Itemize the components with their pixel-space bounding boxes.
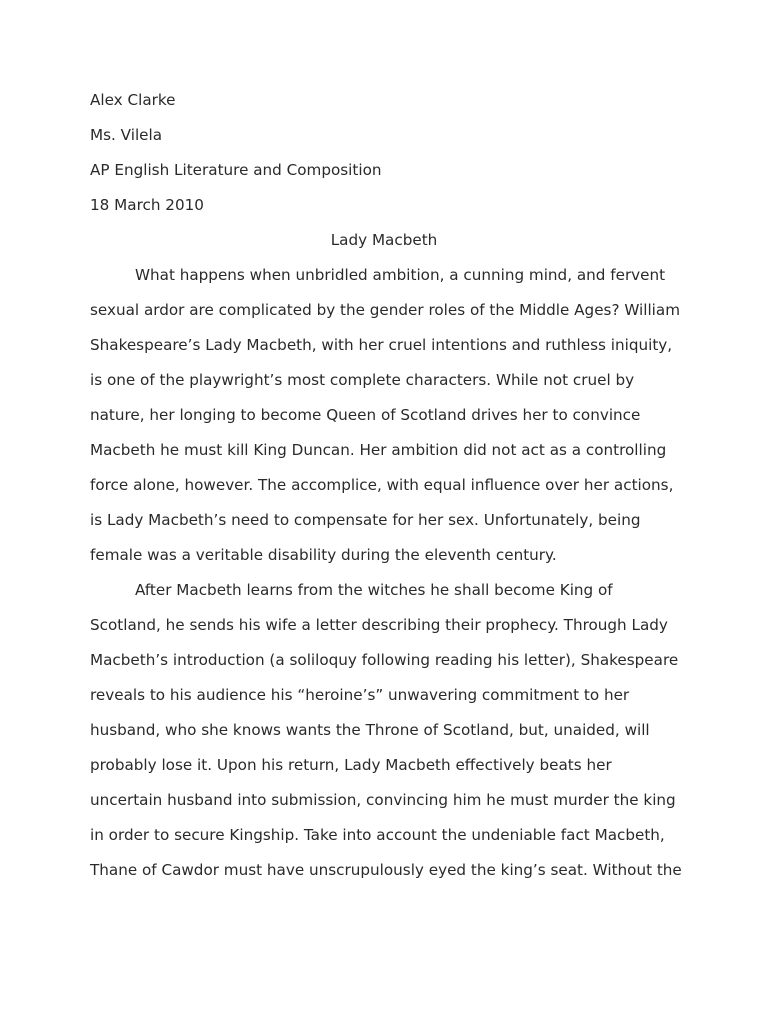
paragraph-line: uncertain husband into submission, convincing him he must murder the king bbox=[90, 791, 676, 809]
paragraph-line: in order to secure Kingship. Take into account the undeniable fact Macbeth, bbox=[90, 826, 665, 844]
paragraph-line: After Macbeth learns from the witches he shall become King of bbox=[135, 581, 613, 599]
paragraph-line: reveals to his audience his “heroine’s” unwavering commitment to her bbox=[90, 686, 630, 704]
instructor-name: Ms. Vilela bbox=[90, 126, 163, 144]
paragraph-line: Macbeth he must kill King Duncan. Her ambition did not act as a controlling bbox=[90, 441, 667, 459]
essay-title: Lady Macbeth bbox=[330, 231, 438, 249]
paragraph-line: is Lady Macbeth’s need to compensate for her sex. Unfortunately, being bbox=[90, 511, 641, 529]
paragraph-line: Macbeth’s introduction (a soliloquy following reading his letter), Shakespeare bbox=[90, 651, 679, 669]
paragraph-line: force alone, however. The accomplice, with equal influence over her actions, bbox=[90, 476, 674, 494]
paragraph-line: nature, her longing to become Queen of Scotland drives her to convince bbox=[90, 406, 641, 424]
paragraph-line: female was a veritable disability during the eleventh century. bbox=[90, 546, 557, 564]
course-name: AP English Literature and Composition bbox=[90, 161, 382, 179]
paragraph-line: sexual ardor are complicated by the gender roles of the Middle Ages? William bbox=[90, 301, 681, 319]
paragraph-line: is one of the playwright’s most complete characters. While not cruel by bbox=[90, 371, 635, 389]
paragraph-line: husband, who she knows wants the Throne of Scotland, but, unaided, will bbox=[90, 721, 650, 739]
author-name: Alex Clarke bbox=[90, 91, 176, 109]
paragraph-line: Scotland, he sends his wife a letter describing their prophecy. Through Lady bbox=[90, 616, 668, 634]
paragraph-line: Thane of Cawdor must have unscrupulously eyed the king’s seat. Without the bbox=[90, 861, 682, 879]
essay-date: 18 March 2010 bbox=[90, 196, 204, 214]
paragraph-line: probably lose it. Upon his return, Lady Macbeth effectively beats her bbox=[90, 756, 612, 774]
paragraph-line: What happens when unbridled ambition, a cunning mind, and fervent bbox=[135, 266, 666, 284]
paragraph-line: Shakespeare’s Lady Macbeth, with her cruel intentions and ruthless iniquity, bbox=[90, 336, 673, 354]
